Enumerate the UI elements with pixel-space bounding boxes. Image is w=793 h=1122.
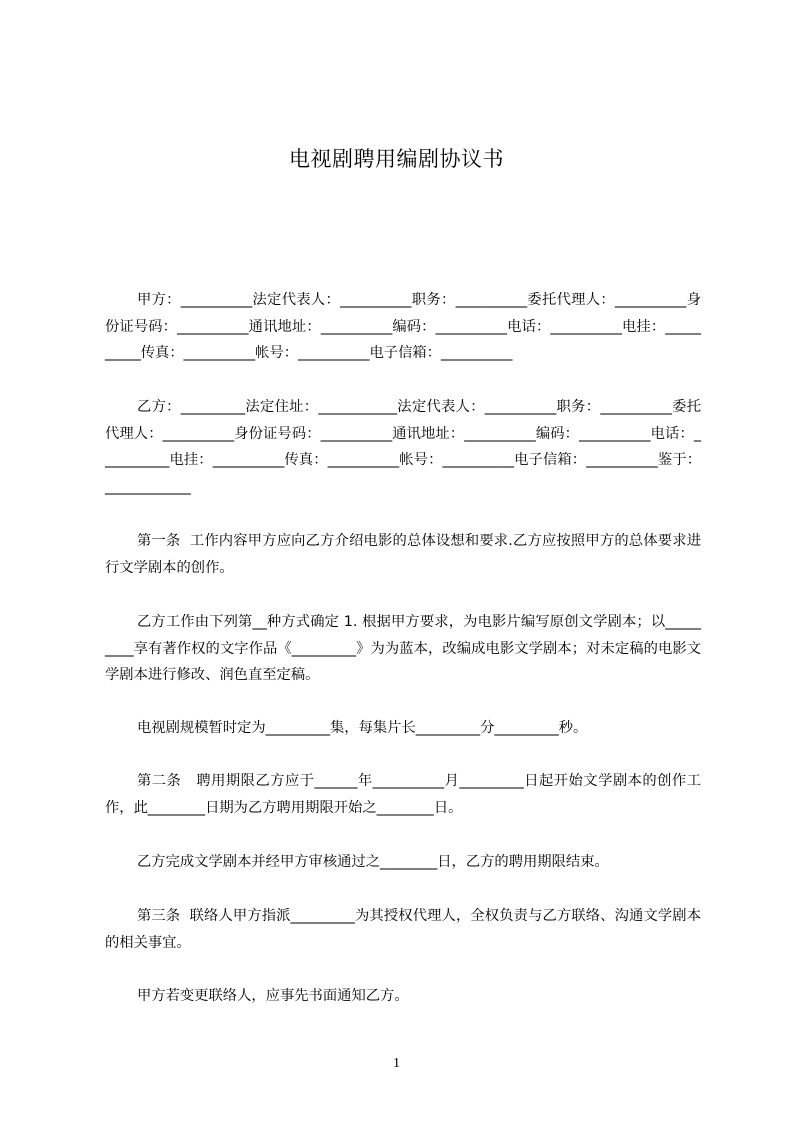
party-b-block: 乙方：_________法定住址：___________法定代表人：__________职务：__________委托代理人：__________身份证号码：__________通讯地址：__________编码：__________电话：__________电挂：__________传真：__________帐号：__________电子信箱：__________鉴于：____________ — [105, 399, 701, 495]
article-3-contact: 第三条 联络人甲方指派_________为其授权代理人，全权负责与乙方联络、沟通文学剧本的相关事宜。 — [105, 908, 701, 951]
article-2-term: 第二条 聘用期限乙方应于______年__________月_________日起开始文学剧本的创作工作，此________日期为乙方聘用期限开始之________日。 — [105, 773, 701, 816]
term-end-paragraph: 乙方完成文学剧本并经甲方审核通过之________日，乙方的聘用期限结束。 — [137, 854, 609, 870]
page-number: 1 — [393, 1056, 400, 1071]
contact-change-paragraph: 甲方若变更联络人，应事先书面通知乙方。 — [137, 988, 409, 1004]
article-1-work-content: 第一条 工作内容甲方应向乙方介绍电影的总体设想和要求.乙方应按照甲方的总体要求进行文学剧本的创作。 — [105, 533, 701, 576]
work-mode-paragraph: 乙方工作由下列第__种方式确定 1. 根据甲方要求，为电影片编写原创文学剧本；以_________享有著作权的文字作品《_________》为为蓝本，改编成电影文学剧本；对未定稿的电影文学剧本进行修改、润色直至定稿。 — [105, 614, 701, 683]
series-scale-paragraph: 电视剧规模暂时定为_________集，每集片长_________分_________秒。 — [137, 720, 588, 736]
party-a-block: 甲方：__________法定代表人：__________职务：__________委托代理人：__________身份证号码：__________通讯地址：__________编码：__________电话：__________电挂：__________传真：__________帐号：__________电子信箱：__________ — [105, 292, 701, 361]
document-title: 电视剧聘用编剧协议书 — [289, 147, 504, 171]
